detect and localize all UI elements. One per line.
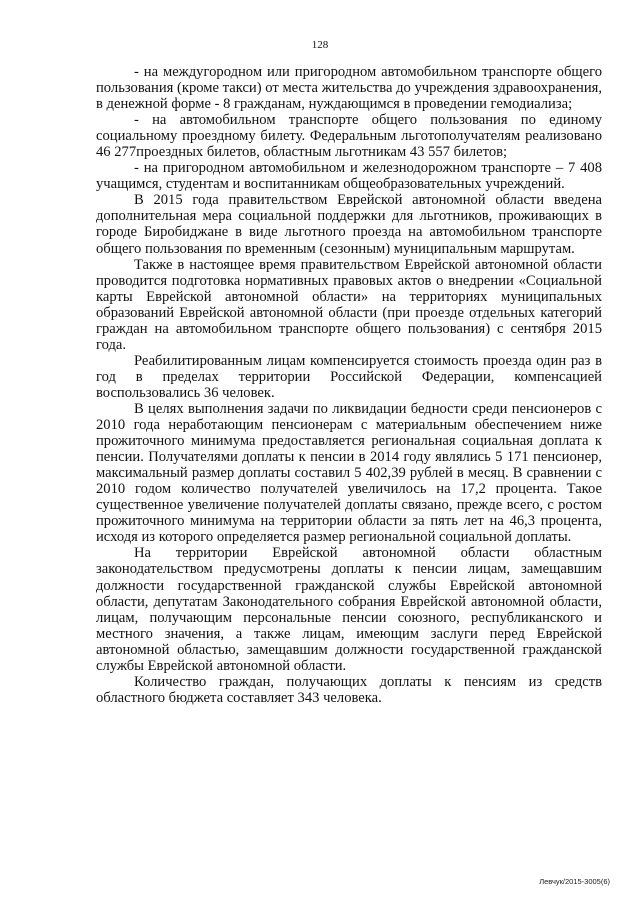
paragraph-social-travel-ticket: - на автомобильном транспорте общего пользования по единому социальному проездному билету. Федеральным льготополучателям реализовано 46 277проездных билетов, областным льготникам 43 557 билетов; (96, 112, 602, 161)
paragraph-recipients-count: Количество граждан, получающих доплаты к пенсиям из средств областного бюджета составляет 343 человека. (96, 673, 602, 706)
paragraph-rehabilitated-persons: Реабилитированным лицам компенсируется стоимость проезда один раз в год в пределах территории Российской Федерации, компенсацией воспользовались 36 человек. (96, 352, 602, 401)
paragraph-regional-legislation: На территории Еврейской автономной области областным законодательством предусмотрены доплаты к пенсии лицам, замещавшим должности государственной гражданской службы Еврейской автономной области, депутатам Законодательного собрания Еврейской автономной области, лицам, получающим персональные пенсии союзного, республиканского и местного значения, а также лицам, имеющим заслуги перед Еврейской автономной областью, замещавшим должности государственной гражданской службы Еврейской автономной области. (96, 545, 602, 674)
paragraph-intercity-transport: - на междугородном или пригородном автомобильном транспорте общего пользования (кроме такси) от места жительства до учреждения здравоохранения, в денежной форме - 8 гражданам, нуждающимся в проведении гемодиализа; (96, 64, 602, 113)
paragraph-pension-supplement: В целях выполнения задачи по ликвидации бедности среди пенсионеров с 2010 года неработающим пенсионерам с материальным обеспечением ниже прожиточного минимума предоставляется региональная социальная доплата к пенсии. Получателями доплаты к пенсии в 2014 году являлись 5 171 пенсионер, максимальный размер доплаты составил 5 402,39 рублей в месяц. В сравнении с 2010 годом количество получателей увеличилось на 17,2 процента. Такое существенное увеличение получателей доплаты связано, прежде всего, с ростом прожиточного минимума на территории области за пять лет на 46,3 процента, исходя из которого определяется размер региональной социальной доплаты. (96, 400, 602, 546)
page-number: 128 (311, 39, 329, 51)
document-body (96, 64, 602, 706)
paragraph-social-card: Также в настоящее время правительством Еврейской автономной области проводится подготовка нормативных правовых актов о внедрении «Социальной карты Еврейской автономной области» на территориях муниципальных образований Еврейской автономной области (при проезде отдельных категорий граждан на автомобильном транспорте общего пользования) с сентября 2015 года. (96, 256, 602, 353)
paragraph-2015-support-measure: В 2015 года правительством Еврейской автономной области введена дополнительная мера социальной поддержки для льготников, проживающих в городе Биробиджане в виде льготного проезда на автомобильном транспорте общего пользования по временным (сезонным) муниципальным маршрутам. (96, 192, 602, 257)
footer-document-code: Левчук/2015-3005(6) (539, 877, 610, 886)
paragraph-suburban-transport: - на пригородном автомобильном и железнодорожном транспорте – 7 408 учащимся, студентам и воспитанникам общеобразовательных учреждений. (96, 160, 602, 193)
